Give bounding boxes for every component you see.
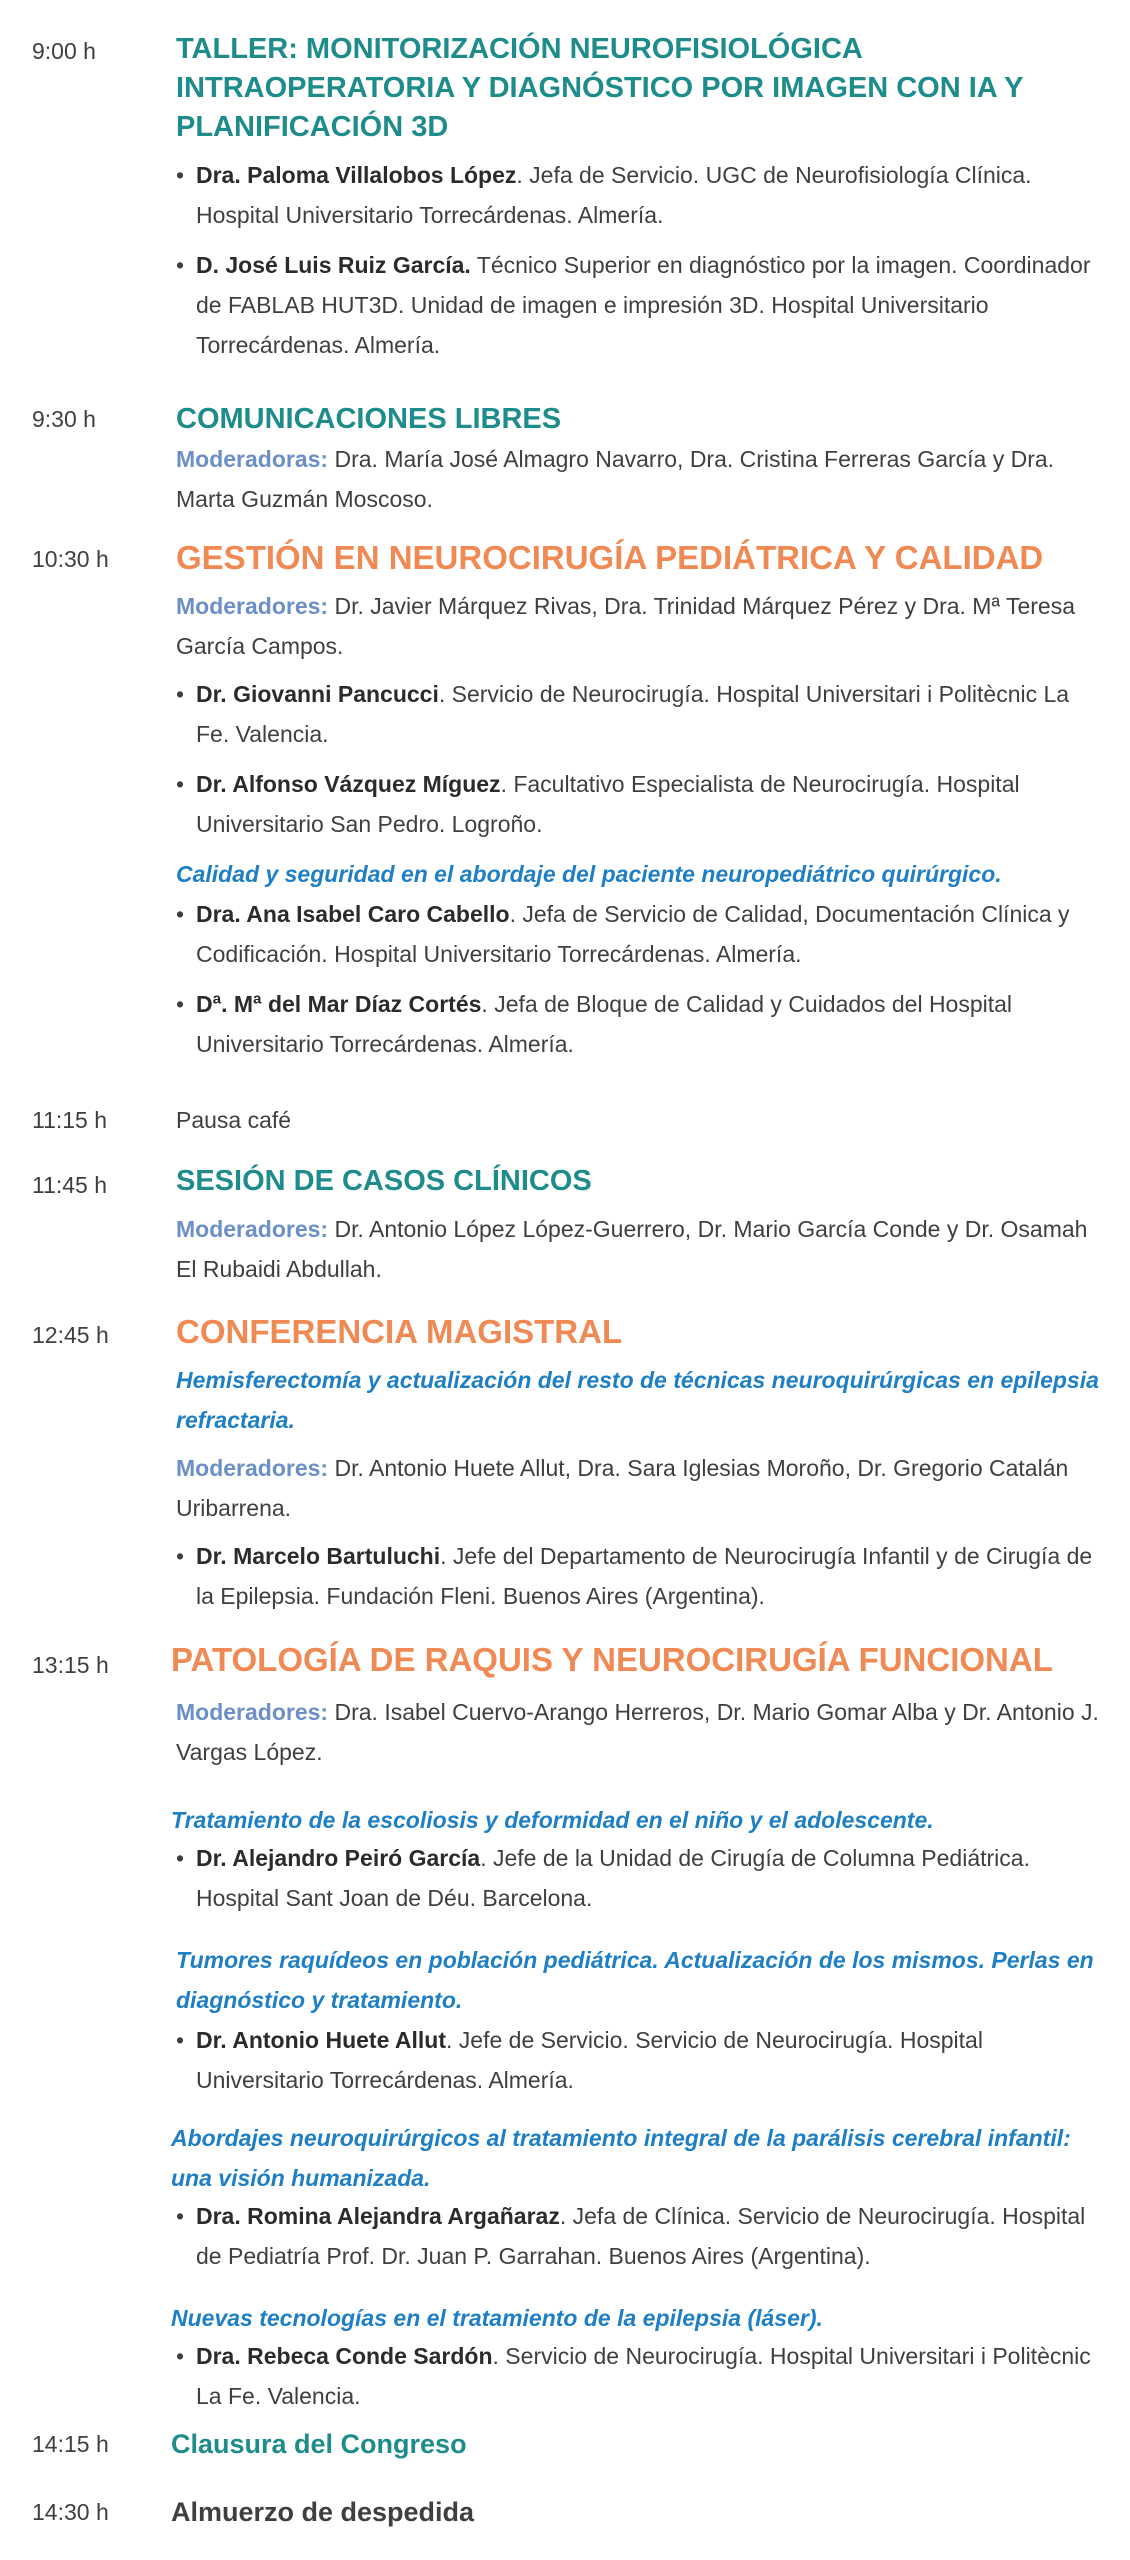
moderators-names: Dra. Isabel Cuervo-Arango Herreros, Dr. Mario Gomar Alba y Dr. Antonio J. Vargas López. bbox=[176, 1699, 1099, 1765]
speaker-name: Dra. Romina Alejandra Argañaraz bbox=[196, 2203, 560, 2229]
moderators bbox=[176, 439, 1106, 519]
session-title: Almuerzo de despedida bbox=[171, 2497, 475, 2527]
speaker-name: Dr. Alfonso Vázquez Míguez bbox=[196, 771, 501, 797]
speaker-desc: . Jefe de la Unidad de Cirugía de Columna Pediátrica. Hospital Sant Joan de Déu. Barcelona. bbox=[196, 1845, 1030, 1911]
speaker-desc: . Jefa de Servicio de Calidad, Documentación Clínica y Codificación. Hospital Universitario Torrecárdenas. Almería. bbox=[196, 901, 1070, 967]
speaker-name: Dr. Alejandro Peiró García bbox=[196, 1845, 481, 1871]
moderators-label: Moderadores: bbox=[176, 1455, 329, 1481]
speaker-item bbox=[176, 764, 1106, 844]
speaker-desc: . Jefa de Servicio. UGC de Neurofisiología Clínica. Hospital Universitario Torrecárdenas. Almería. bbox=[196, 162, 1032, 228]
speaker-desc: . Servicio de Neurocirugía. Hospital Universitari i Politècnic La Fe. Valencia. bbox=[196, 681, 1070, 747]
session-title: SESIÓN DE CASOS CLÍNICOS bbox=[176, 1165, 592, 1197]
moderators bbox=[176, 1692, 1106, 1772]
moderators-label: Moderadoras: bbox=[176, 446, 329, 472]
topic-title: Abordajes neuroquirúrgicos al tratamiento integral de la parálisis cerebral infantil: una visión humanizada. bbox=[171, 2125, 1071, 2191]
session-time: 11:45 h bbox=[32, 1172, 108, 1198]
session-title: Clausura del Congreso bbox=[171, 2429, 467, 2459]
moderators bbox=[176, 1448, 1106, 1528]
session-time: 14:30 h bbox=[32, 2499, 109, 2525]
topic-title: Nuevas tecnologías en el tratamiento de la epilepsia (láser). bbox=[171, 2305, 823, 2331]
speaker-item bbox=[176, 1838, 1106, 1918]
speaker-item bbox=[176, 984, 1106, 1064]
speaker-item bbox=[176, 674, 1106, 754]
moderators bbox=[176, 586, 1106, 666]
speaker-desc: . Jefe del Departamento de Neurocirugía Infantil y de Cirugía de la Epilepsia. Fundación Fleni. Buenos Aires (Argentina). bbox=[196, 1543, 1093, 1609]
topic-title: Calidad y seguridad en el abordaje del paciente neuropediátrico quirúrgico. bbox=[176, 861, 1002, 887]
session-title: CONFERENCIA MAGISTRAL bbox=[176, 1313, 623, 1350]
session-title: Pausa café bbox=[176, 1107, 292, 1133]
speaker-desc: . Servicio de Neurocirugía. Hospital Universitari i Politècnic La Fe. Valencia. bbox=[196, 2343, 1091, 2409]
speaker-name: Dra. Paloma Villalobos López bbox=[196, 162, 517, 188]
speaker-name: D. José Luis Ruiz García. bbox=[196, 252, 471, 278]
speaker-name: Dr. Antonio Huete Allut bbox=[196, 2027, 447, 2053]
moderators-label: Moderadores: bbox=[176, 1216, 329, 1242]
topic-title: Tratamiento de la escoliosis y deformidad en el niño y el adolescente. bbox=[171, 1807, 934, 1833]
speaker-desc: . Facultativo Especialista de Neurocirugía. Hospital Universitario San Pedro. Logroño. bbox=[196, 771, 1020, 837]
moderators-names: Dr. Antonio López López-Guerrero, Dr. Mario García Conde y Dr. Osamah El Rubaidi Abdullah. bbox=[176, 1216, 1088, 1282]
moderators bbox=[176, 1209, 1106, 1289]
session-time: 13:15 h bbox=[32, 1652, 109, 1678]
speaker-name: Dra. Ana Isabel Caro Cabello bbox=[196, 901, 510, 927]
session-time: 11:15 h bbox=[32, 1107, 108, 1133]
moderators-names: Dr. Javier Márquez Rivas, Dra. Trinidad Márquez Pérez y Dra. Mª Teresa García Campos. bbox=[176, 593, 1075, 659]
speaker-item bbox=[176, 1536, 1106, 1616]
topic-title: Tumores raquídeos en población pediátrica. Actualización de los mismos. Perlas en diagnóstico y tratamiento. bbox=[176, 1947, 1094, 2013]
session-title: COMUNICACIONES LIBRES bbox=[176, 403, 562, 435]
speaker-name: Dª. Mª del Mar Díaz Cortés bbox=[196, 991, 482, 1017]
speaker-name: Dr. Marcelo Bartuluchi bbox=[196, 1543, 441, 1569]
speaker-item bbox=[176, 2196, 1106, 2276]
speaker-item bbox=[176, 2020, 1106, 2100]
moderators-label: Moderadores: bbox=[176, 593, 329, 619]
session-time: 12:45 h bbox=[32, 1322, 109, 1348]
speaker-item bbox=[176, 155, 1106, 235]
session-title: GESTIÓN EN NEUROCIRUGÍA PEDIÁTRICA Y CALIDAD bbox=[176, 539, 1044, 576]
session-title: PATOLOGÍA DE RAQUIS Y NEUROCIRUGÍA FUNCIONAL bbox=[171, 1641, 1053, 1678]
session-time: 9:30 h bbox=[32, 406, 96, 432]
topic-title: Hemisferectomía y actualización del resto de técnicas neuroquirúrgicas en epilepsia refractaria. bbox=[176, 1367, 1099, 1433]
speaker-desc: . Jefa de Clínica. Servicio de Neurocirugía. Hospital de Pediatría Prof. Dr. Juan P. Garrahan. Buenos Aires (Argentina). bbox=[196, 2203, 1086, 2269]
session-time: 9:00 h bbox=[32, 38, 96, 64]
speaker-desc: Técnico Superior en diagnóstico por la imagen. Coordinador de FABLAB HUT3D. Unidad de imagen e impresión 3D. Hospital Universitario Torrecárdenas. Almería. bbox=[196, 252, 1091, 358]
speaker-name: Dra. Rebeca Conde Sardón bbox=[196, 2343, 493, 2369]
moderators-names: Dra. María José Almagro Navarro, Dra. Cristina Ferreras García y Dra. Marta Guzmán Moscoso. bbox=[176, 446, 1055, 512]
session-title: TALLER: MONITORIZACIÓN NEUROFISIOLÓGICA INTRAOPERATORIA Y DIAGNÓSTICO POR IMAGEN CON IA Y PLANIFICACIÓN 3D bbox=[176, 33, 1024, 143]
moderators-label: Moderadores: bbox=[176, 1699, 329, 1725]
moderators-names: Dr. Antonio Huete Allut, Dra. Sara Iglesias Moroño, Dr. Gregorio Catalán Uribarrena. bbox=[176, 1455, 1069, 1521]
speaker-item bbox=[176, 2336, 1106, 2416]
speaker-desc: . Jefa de Bloque de Calidad y Cuidados del Hospital Universitario Torrecárdenas. Almería. bbox=[196, 991, 1013, 1057]
speaker-item bbox=[176, 245, 1106, 365]
speaker-item bbox=[176, 894, 1106, 974]
session-time: 10:30 h bbox=[32, 546, 109, 572]
speaker-name: Dr. Giovanni Pancucci bbox=[196, 681, 439, 707]
speaker-desc: . Jefe de Servicio. Servicio de Neurocirugía. Hospital Universitario Torrecárdenas. Almería. bbox=[196, 2027, 983, 2093]
session-time: 14:15 h bbox=[32, 2431, 109, 2457]
